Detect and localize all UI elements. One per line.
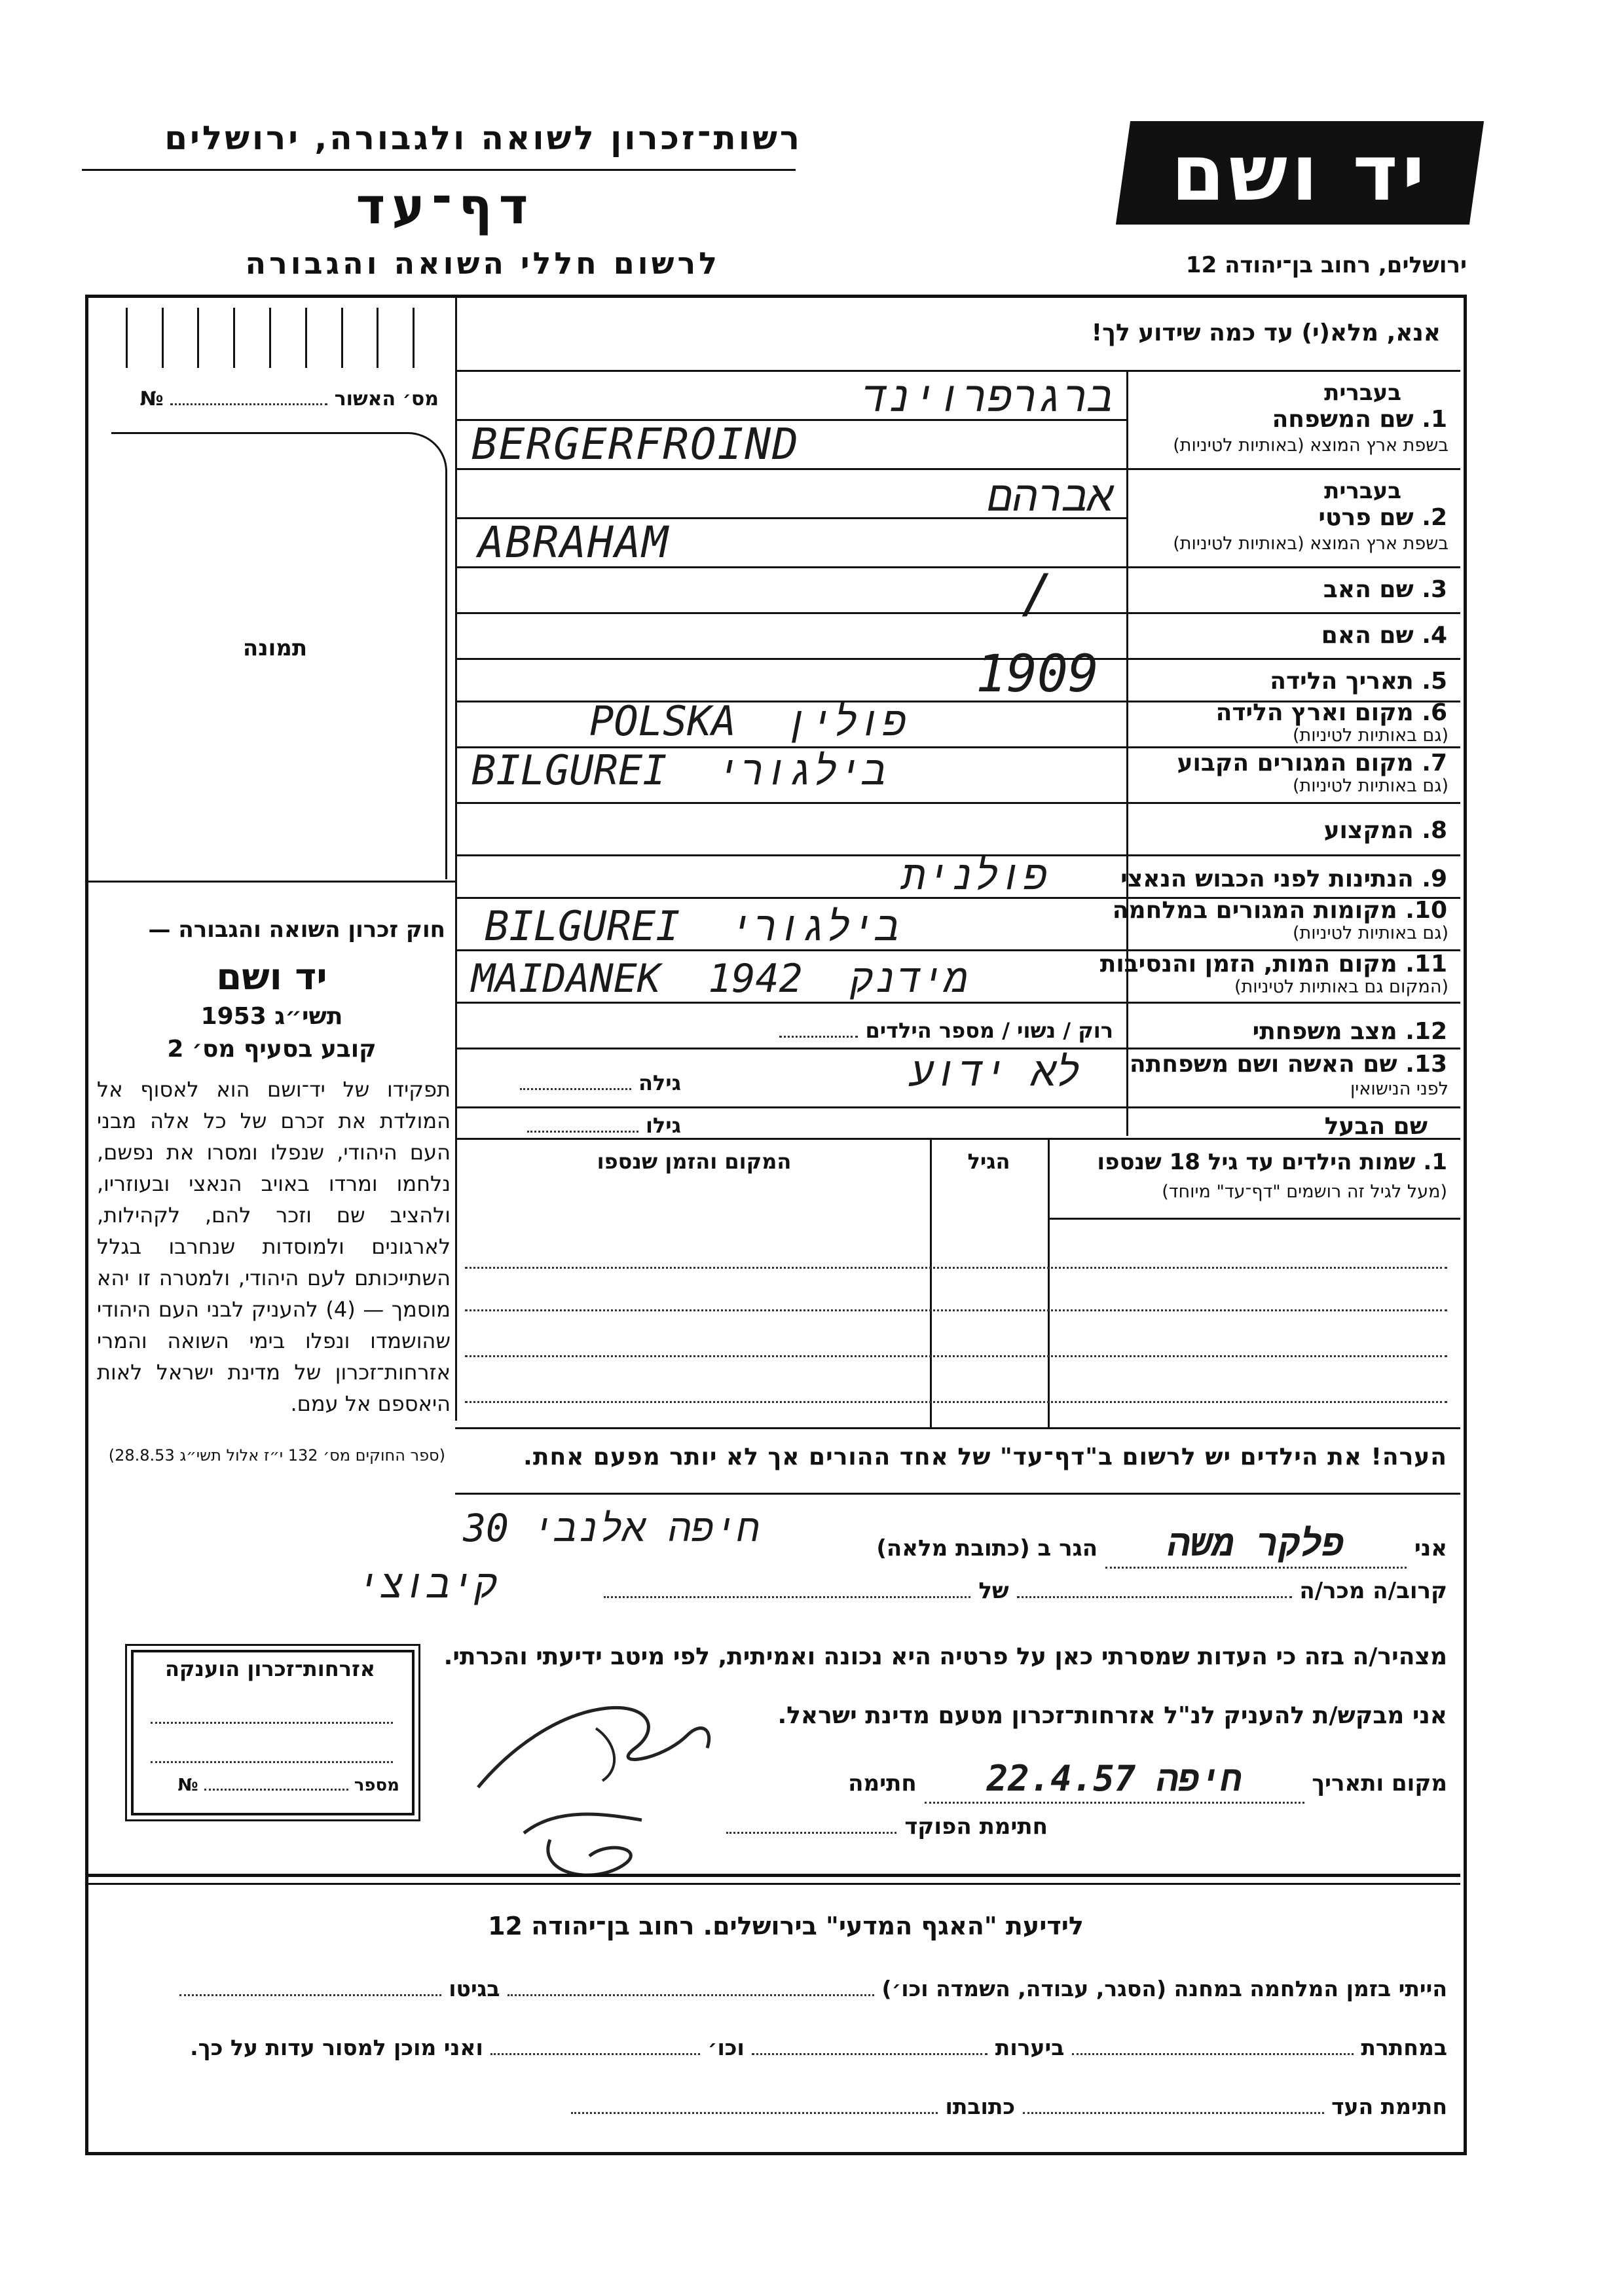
wife-name-value[interactable]: לא ידוע — [910, 1048, 1080, 1095]
note-bottom-rule — [455, 1493, 1460, 1495]
citizenship-title: אזרחות־זכרון הוענקה — [164, 1656, 376, 1681]
field-3-label — [1139, 576, 1447, 603]
cert-label-text: מס׳ האשור — [334, 388, 439, 410]
field-6-sub: (גם באותיות לטיניות) — [1292, 725, 1449, 746]
citizenship-line-2[interactable] — [151, 1761, 393, 1763]
rule-1b — [455, 468, 1460, 470]
children-header-rule — [1048, 1218, 1460, 1220]
photo-bottom-rule — [88, 881, 455, 883]
bottom-line-1 — [98, 1976, 1447, 2001]
field-8-label — [1139, 817, 1447, 844]
field-6-label — [1139, 699, 1447, 726]
field-2-label — [1139, 504, 1447, 531]
children-note: הערה! את הילדים יש לרשום ב"דף־עד" של אחד ההורים אך לא יותר מפעם אחת. — [523, 1444, 1447, 1470]
surname-latin-value[interactable]: BERGERFROIND — [471, 419, 800, 469]
declarant-lives-label: הגר ב (כתובת מלאה) — [876, 1535, 1098, 1561]
field-6-num: 6. — [1422, 699, 1447, 726]
children-bottom-rule — [455, 1427, 1460, 1429]
field-7-label — [1139, 750, 1447, 776]
field-1-label — [1139, 406, 1447, 433]
bottom-double-rule-1 — [88, 1874, 1460, 1877]
father-name-value[interactable]: / — [1022, 563, 1054, 624]
field-1-num: 1. — [1422, 406, 1447, 433]
bottom-line-2 — [98, 2035, 1447, 2060]
field-4-label-text: שם האם — [1321, 622, 1414, 649]
place-date-label: מקום ותאריך — [1312, 1770, 1447, 1796]
bottom-line-1-camp-label: הייתי בזמן המלחמה במחנה (הסגר, עבודה, השמדה וכו׳) — [881, 1976, 1447, 2001]
husband-age-label[interactable] — [465, 1113, 681, 1138]
field-5-num: 5. — [1422, 668, 1447, 695]
citizenship-no-sign: № — [177, 1776, 198, 1795]
witness-signature-label: חתימת העד — [1331, 2094, 1447, 2119]
declarant-address-value[interactable]: חיפה אלנבי 30 — [463, 1506, 760, 1550]
husband-age-label-text: גילו — [645, 1113, 681, 1138]
children-row-2[interactable] — [465, 1309, 1447, 1311]
declarant-signature[interactable] — [452, 1689, 727, 1807]
wife-age-label-text: גילה — [638, 1070, 681, 1095]
bottom-line-2-underground-label: במחתרת — [1361, 2035, 1447, 2060]
field-5-label-text: תאריך הלידה — [1270, 668, 1414, 695]
field-7-num: 7. — [1422, 750, 1447, 776]
field-2-sub: בשפת ארץ המוצא (באותיות לטיניות) — [1173, 534, 1449, 554]
field-8-label-text: המקצוע — [1323, 817, 1414, 844]
field-1-sub: בשפת ארץ המוצא (באותיות לטיניות) — [1173, 435, 1449, 456]
field-3-num: 3. — [1422, 576, 1447, 603]
citizenship-number-label: מספר — [354, 1776, 399, 1795]
label-column-divider — [1126, 370, 1128, 1136]
intro-instruction: אנא, מלא(י) עד כמה שידוע לך! — [1091, 319, 1441, 346]
officer-line — [655, 1813, 1048, 1840]
field-12-label-text: מצב משפחתי — [1252, 1018, 1397, 1045]
declarant-name-value[interactable]: פלקר משה — [1105, 1522, 1407, 1569]
logo-text: יד ושם — [1171, 128, 1429, 218]
left-column-divider — [455, 298, 457, 1421]
signature-label: חתימה — [848, 1770, 917, 1796]
bottom-line-2-forests-label: ביערות — [995, 2035, 1065, 2060]
of-label: של — [978, 1578, 1009, 1604]
citizenship-line-1[interactable] — [151, 1722, 393, 1724]
rule-3 — [455, 612, 1460, 614]
relative-line — [458, 1578, 1447, 1604]
place-date-value[interactable]: חיפה 22.4.57 — [925, 1758, 1304, 1804]
field-1-hebrew-tag: בעברית — [1324, 380, 1401, 406]
photo-label: תמונה — [242, 635, 308, 661]
rule-14 — [455, 1138, 1460, 1140]
field-12-num: 12. — [1405, 1018, 1447, 1045]
declarant-line — [668, 1522, 1447, 1569]
field-11-num: 11. — [1405, 951, 1447, 977]
bottom-line-3 — [98, 2094, 1447, 2119]
header-underline — [82, 169, 796, 171]
children-title: 1. שמות הילדים עד גיל 18 שנספו — [1097, 1149, 1447, 1175]
address-line: ירושלים, רחוב בן־יהודה 12 — [1185, 252, 1467, 278]
field-1-label-text: שם המשפחה — [1272, 406, 1414, 433]
bottom-title: לידיעת "האגף המדעי" בירושלים. רחוב בן־יהודה 12 — [488, 1912, 1084, 1941]
field-9-num: 9. — [1422, 866, 1447, 892]
rule-4 — [455, 658, 1460, 660]
field-4-label — [1139, 622, 1447, 649]
field-13-label-text: שם האשה ושם משפחתה — [1129, 1051, 1397, 1078]
field-9-label-text: הנתינות לפני הכבוש הנאצי — [1120, 866, 1414, 892]
marital-status-options: רוק / נשוי / מספר הילדים — [865, 1018, 1113, 1043]
firstname-latin-value[interactable]: ABRAHAM — [478, 517, 670, 568]
field-10-label-text: מקומות המגורים במלחמה — [1112, 897, 1397, 924]
signature-scribble — [452, 1689, 727, 1807]
field-11-label-text: מקום המות, הזמן והנסיבות — [1099, 951, 1397, 977]
husband-label: שם הבעל — [1324, 1113, 1428, 1140]
field-3-label-text: שם האב — [1323, 576, 1414, 603]
children-age-header: הגיל — [967, 1149, 1010, 1174]
children-sub: (מעל לגיל זה רושמים "דף־עד" מיוחד) — [1162, 1182, 1447, 1202]
declarant-statement: מצהיר/ה בזה כי העדות שמסרתי כאן על פרטיה היא נכונה ואמיתית, לפי מיטב ידיעתי והכרתי. — [443, 1643, 1447, 1670]
children-row-3[interactable] — [465, 1355, 1447, 1357]
bottom-line-1-ghetto-label: בגיטו — [449, 1976, 500, 2001]
birth-place-value[interactable]: POLSKA פולין — [589, 697, 907, 745]
declarant-i-label: אני — [1414, 1535, 1447, 1561]
surname-hebrew-value[interactable]: ברגרפרוינד — [861, 373, 1113, 422]
declarant-request: אני מבקש/ת להעניק לנ"ל אזרחות־זכרון מטעם מדינת ישראל. — [777, 1702, 1447, 1729]
children-col-divider-1 — [1048, 1139, 1050, 1427]
rule-7 — [455, 802, 1460, 804]
nationality-value[interactable]: פולנית — [901, 851, 1048, 899]
rule-11 — [455, 1002, 1460, 1004]
witness-address-label: כתובתו — [945, 2094, 1016, 2119]
bottom-double-rule-2 — [88, 1883, 1460, 1885]
children-row-4[interactable] — [465, 1401, 1447, 1403]
bottom-line-2-testify-label: ואני מוכן למסור עדות על כך. — [190, 2035, 483, 2060]
field-10-label — [1112, 897, 1447, 924]
field-13-label — [1129, 1051, 1447, 1078]
relative-label: קרוב/ה מכר/ה — [1299, 1578, 1447, 1604]
relation-value[interactable]: קיבוצי — [356, 1561, 498, 1607]
field-10-sub: (גם באותיות לטיניות) — [1292, 923, 1449, 943]
rule-2b — [455, 566, 1460, 568]
law-reference: (ספר החוקים מס׳ 132 י״ז אלול תשי״ג 28.8.53) — [108, 1446, 445, 1465]
field-11-sub: (המקום גם באותיות לטיניות) — [1234, 977, 1449, 997]
wartime-residence-value[interactable]: BILGUREI בילגורי — [485, 902, 900, 950]
law-name: יד ושם — [216, 956, 327, 998]
cert-number-boxes — [92, 308, 449, 368]
field-5-label — [1139, 668, 1447, 695]
marital-status-value[interactable] — [655, 1018, 1113, 1043]
field-2-hebrew-tag: בעברית — [1324, 478, 1401, 504]
officer-label: חתימת הפוקד — [904, 1813, 1048, 1840]
children-place-header: המקום והזמן שנספו — [597, 1149, 792, 1174]
field-11-label — [1099, 951, 1447, 977]
field-4-num: 4. — [1422, 622, 1447, 649]
birth-date-value[interactable]: 1909 — [976, 645, 1099, 704]
field-13-sub: לפני הנישואין — [1350, 1079, 1449, 1099]
authority-header: רשות־זכרון לשואה ולגבורה, ירושלים — [164, 119, 802, 157]
cert-no-sign: № — [139, 388, 164, 410]
place-date-line — [720, 1758, 1447, 1804]
field-9-label — [1120, 866, 1447, 892]
law-text: תפקידו של יד־ושם הוא לאסוף אל המולדת את זכרם של כל אלה מבני העם היהודי, שנפלו ומסרו את נפשם, נלחמו ומרדו באויב הנאצי ובעוזריו, ולהציב שם וזכר להם, לקהילות, לארגונים ולמוסדות שנחרבו בגלל השתייכותם לעם היהודי, ולמטרה זו יהא מוסמך — (4) להעניק לבני העם היהודי שהושמדו ונפלו בימי השואה והמרי אזרחות־זכרון של מדינת ישראל לאות היאספם אל עמם. — [97, 1077, 451, 1416]
cert-label — [98, 388, 439, 410]
bottom-line-2-etc-label: וכו׳ — [707, 2035, 745, 2060]
officer-signature-scribble — [511, 1794, 681, 1892]
officer-signature[interactable] — [511, 1794, 681, 1892]
law-year: תשי״ג 1953 — [200, 1003, 343, 1030]
field-8-num: 8. — [1422, 817, 1447, 844]
death-place-value[interactable]: MAIDANEK 1942 מידנק — [471, 956, 968, 1002]
field-13-num: 13. — [1405, 1051, 1447, 1078]
children-row-1[interactable] — [465, 1267, 1447, 1269]
intro-underline — [455, 370, 1460, 372]
yad-vashem-logo — [1116, 121, 1484, 225]
field-2-label-text: שם פרטי — [1318, 504, 1414, 531]
rule-13 — [455, 1106, 1460, 1108]
field-6-label-text: מקום וארץ הלידה — [1215, 699, 1414, 726]
field-7-sub: (גם באותיות לטיניות) — [1292, 776, 1449, 796]
field-2-num: 2. — [1422, 504, 1447, 531]
residence-value[interactable]: BILGUREI בילגורי — [471, 746, 887, 794]
form-subtitle: לרשום חללי השואה והגבורה — [245, 246, 720, 281]
citizenship-number-line — [141, 1776, 399, 1795]
wife-age-label[interactable] — [465, 1070, 681, 1095]
law-title: חוק זכרון השואה והגבורה — — [148, 917, 445, 943]
field-10-num: 10. — [1405, 897, 1447, 924]
law-section: קובע בסעיף מס׳ 2 — [167, 1036, 377, 1063]
field-12-label — [1139, 1018, 1447, 1045]
firstname-hebrew-value[interactable]: אברהם — [987, 473, 1113, 521]
field-7-label-text: מקום המגורים הקבוע — [1177, 750, 1414, 776]
form-title: דף־עד — [356, 177, 535, 235]
children-col-divider-2 — [930, 1139, 932, 1427]
